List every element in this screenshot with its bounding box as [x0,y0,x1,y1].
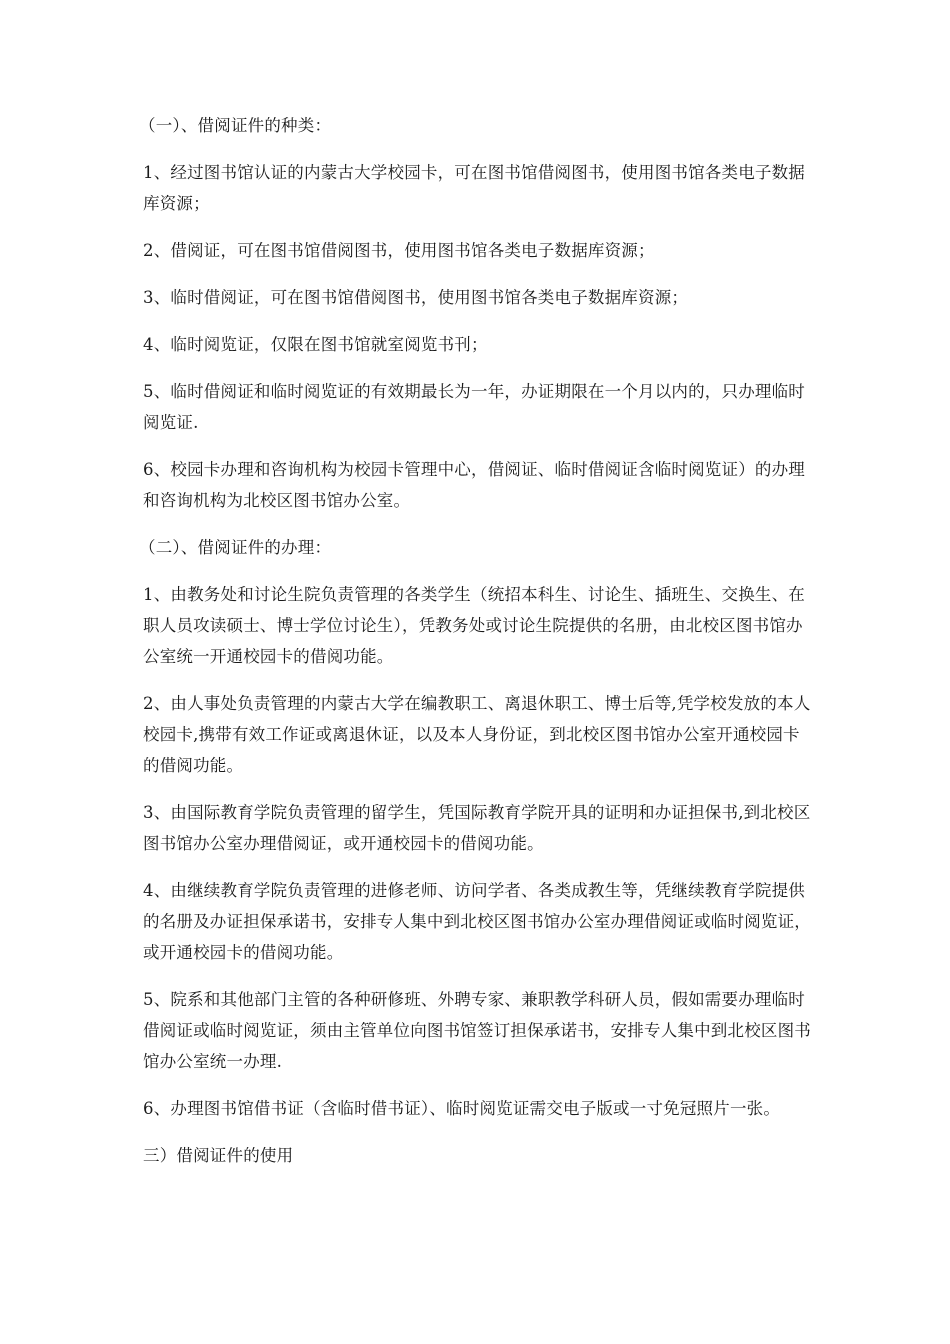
list-item-staff: 2、由人事处负责管理的内蒙古大学在编教职工、离退休职工、博士后等,凭学校发放的本人校园卡,携带有效工作证或离退休证，以及本人身份证，到北校区图书馆办公室开通校园卡的借阅功能。 [143,694,811,775]
list-item-continuing-education: 4、由继续教育学院负责管理的进修老师、访问学者、各类成教生等，凭继续教育学院提供的名册及办证担保承诺书，安排专人集中到北校区图书馆办公室办理借阅证或临时阅览证，或开通校园卡的借阅功能。 [143,881,811,962]
section-heading-types: （一）、借阅证件的种类： [139,116,332,135]
section-heading-processing: （二）、借阅证件的办理： [139,538,332,557]
list-item-validity-period: 5、临时借阅证和临时阅览证的有效期最长为一年，办证期限在一个月以内的，只办理临时阅览证. [143,382,805,432]
list-item-students: 1、由教务处和讨论生院负责管理的各类学生（统招本科生、讨论生、插班生、交换生、在职人员攻读硕士、博士学位讨论生），凭教务处或讨论生院提供的名册，由北校区图书馆办公室统一开通校园卡的借阅功能。 [143,585,805,666]
list-item-departments: 5、院系和其他部门主管的各种研修班、外聘专家、兼职教学科研人员，假如需要办理临时借阅证或临时阅览证，须由主管单位向图书馆签订担保承诺书，安排专人集中到北校区图书馆办公室统一办理. [143,990,811,1071]
list-item-photo-requirement: 6、办理图书馆借书证（含临时借书证）、临时阅览证需交电子版或一寸免冠照片一张。 [143,1099,781,1118]
list-item-campus-card: 1、经过图书馆认证的内蒙古大学校园卡，可在图书馆借阅图书，使用图书馆各类电子数据库资源； [143,163,805,213]
list-item-temporary-reading-card: 4、临时阅览证，仅限在图书馆就室阅览书刊； [143,335,488,354]
section-heading-usage: 三）借阅证件的使用 [143,1146,294,1165]
list-item-service-office: 6、校园卡办理和咨询机构为校园卡管理中心，借阅证、临时借阅证含临时阅览证）的办理和咨询机构为北校区图书馆办公室。 [143,460,805,510]
document-body [139,110,815,1187]
list-item-borrowing-card: 2、借阅证，可在图书馆借阅图书，使用图书馆各类电子数据库资源； [143,241,655,260]
list-item-international-students: 3、由国际教育学院负责管理的留学生，凭国际教育学院开具的证明和办证担保书,到北校区图书馆办公室办理借阅证，或开通校园卡的借阅功能。 [143,803,811,853]
list-item-temporary-borrowing-card: 3、临时借阅证，可在图书馆借阅图书，使用图书馆各类电子数据库资源； [143,288,689,307]
